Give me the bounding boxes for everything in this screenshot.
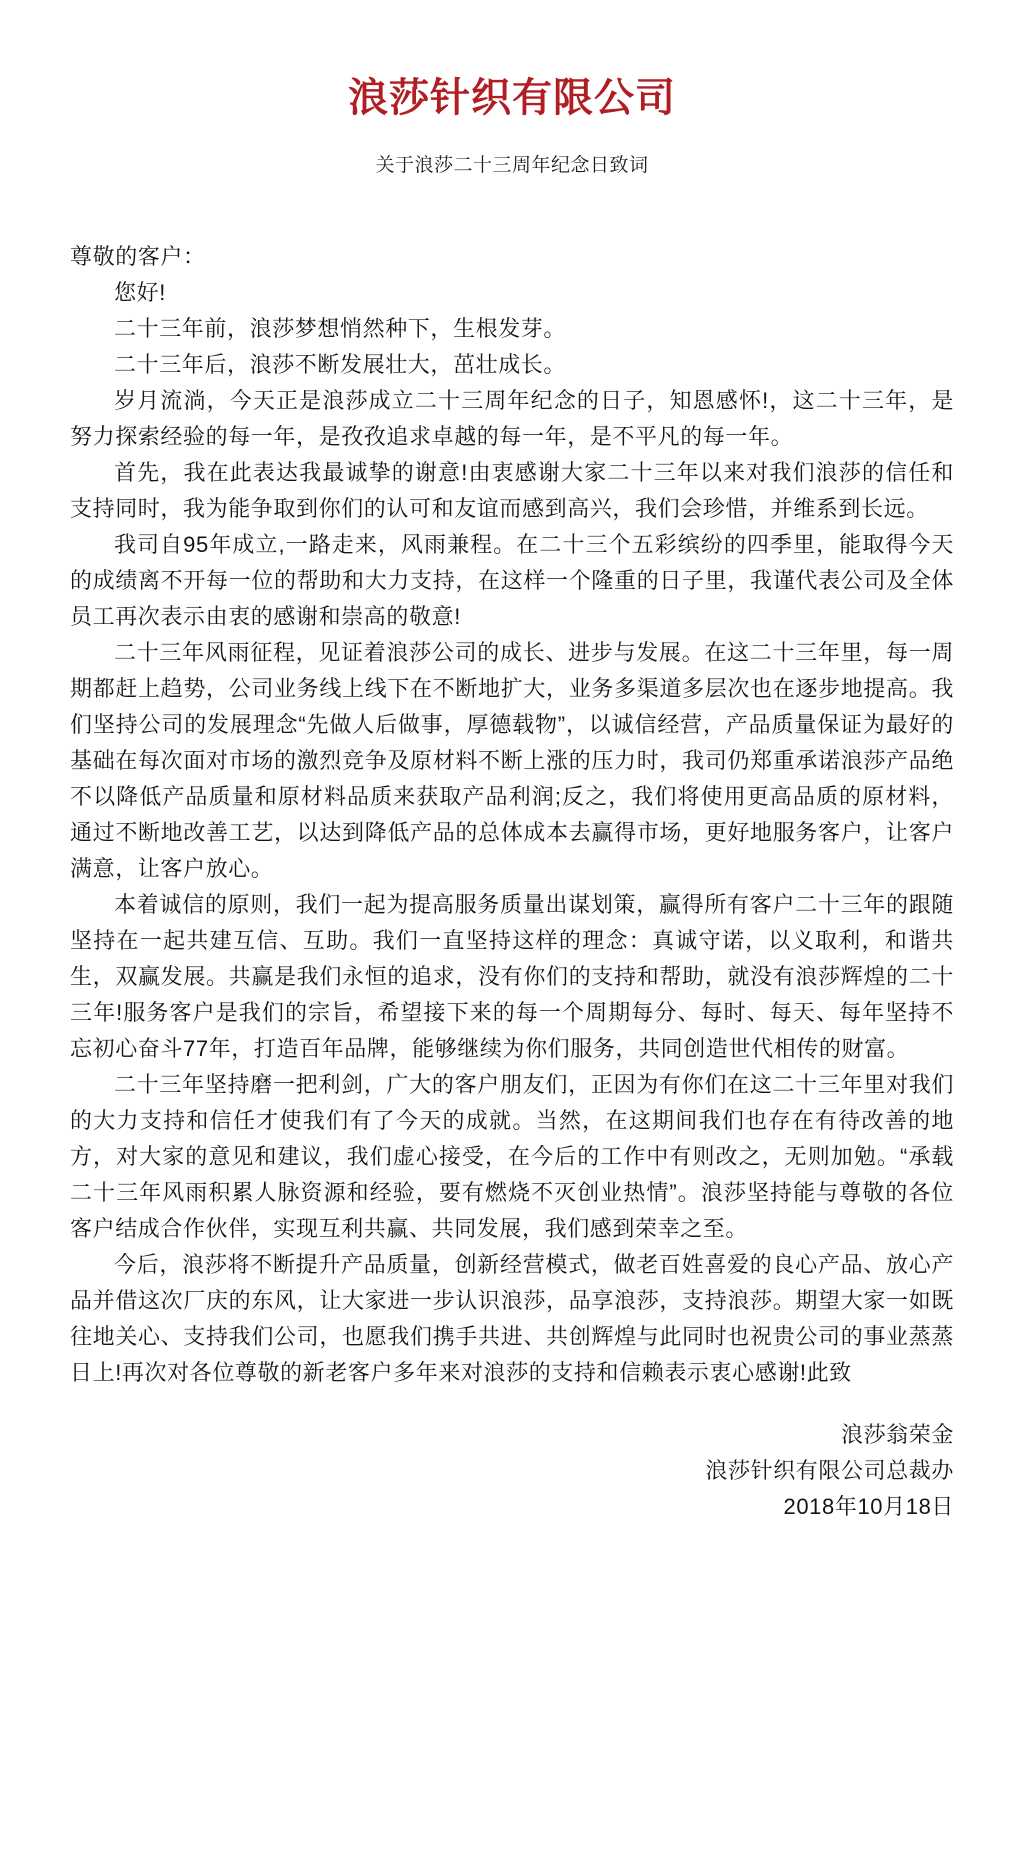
letter-paragraph: 您好!	[114, 280, 166, 305]
signature-name: 浪莎翁荣金	[840, 1422, 954, 1447]
letter-paragraphs	[70, 275, 954, 1391]
letter-paragraph: 二十三年风雨征程，见证着浪莎公司的成长、进步与发展。在这二十三年里，每一周期都赶上趋势，公司业务线上线下在不断地扩大，业务多渠道多层次也在逐步地提高。我们坚持公司的发展理念“先做人后做事，厚德载物”，以诚信经营，产品质量保证为最好的基础在每次面对市场的激烈竞争及原材料不断上涨的压力时，我司仍郑重承诺浪莎产品绝不以降低产品质量和原材料品质来获取产品利润;反之，我们将使用更高品质的原材料，通过不断地改善工艺，以达到降低产品的总体成本去赢得市场，更好地服务客户，让客户满意，让客户放心。	[70, 640, 954, 881]
letter-paragraph: 我司自95年成立,一路走来，风雨兼程。在二十三个五彩缤纷的四季里，能取得今天的成绩离不开每一位的帮助和大力支持，在这样一个隆重的日子里，我谨代表公司及全体员工再次表示由衷的感谢和崇高的敬意!	[70, 532, 954, 629]
letter-paragraph: 岁月流淌，今天正是浪莎成立二十三周年纪念的日子，知恩感怀!，这二十三年，是努力探索经验的每一年，是孜孜追求卓越的每一年，是不平凡的每一年。	[70, 388, 954, 449]
signature-block	[70, 1417, 954, 1525]
letter-body	[70, 239, 954, 1391]
letter-paragraph: 二十三年前，浪莎梦想悄然种下，生根发芽。	[114, 316, 567, 341]
signature-org: 浪莎针织有限公司总裁办	[705, 1458, 954, 1483]
company-title: 浪莎针织有限公司	[348, 76, 676, 120]
letter-paragraph: 本着诚信的原则，我们一起为提高服务质量出谋划策，赢得所有客户二十三年的跟随坚持在一起共建互信、互助。我们一直坚持这样的理念：真诚守诺，以义取利，和谐共生，双赢发展。共赢是我们永恒的追求，没有你们的支持和帮助，就没有浪莎辉煌的二十三年!服务客户是我们的宗旨，希望接下来的每一个周期每分、每时、每天、每年坚持不忘初心奋斗77年，打造百年品牌，能够继续为你们服务，共同创造世代相传的财富。	[70, 892, 954, 1061]
document-subtitle: 关于浪莎二十三周年纪念日致词	[375, 155, 649, 176]
document-page	[0, 76, 1024, 1854]
salutation: 尊敬的客户：	[70, 244, 206, 269]
letter-paragraph: 首先，我在此表达我最诚挚的谢意!由衷感谢大家二十三年以来对我们浪莎的信任和支持同时，我为能争取到你们的认可和友谊而感到高兴，我们会珍惜，并维系到长远。	[70, 460, 954, 521]
letter-paragraph: 今后，浪莎将不断提升产品质量，创新经营模式，做老百姓喜爱的良心产品、放心产品并借这次厂庆的东风，让大家进一步认识浪莎，品享浪莎，支持浪莎。期望大家一如既往地关心、支持我们公司，也愿我们携手共进、共创辉煌与此同时也祝贵公司的事业蒸蒸日上!再次对各位尊敬的新老客户多年来对浪莎的支持和信赖表示衷心感谢!此致	[70, 1252, 954, 1385]
letter-paragraph: 二十三年坚持磨一把利剑，广大的客户朋友们，正因为有你们在这二十三年里对我们的大力支持和信任才使我们有了今天的成就。当然，在这期间我们也存在有待改善的地方，对大家的意见和建议，我们虚心接受，在今后的工作中有则改之，无则加勉。“承载二十三年风雨积累人脉资源和经验，要有燃烧不灭创业热情”。浪莎坚持能与尊敬的各位客户结成合作伙伴，实现互利共赢、共同发展，我们感到荣幸之至。	[70, 1072, 954, 1241]
letter-paragraph: 二十三年后，浪莎不断发展壮大，茁壮成长。	[114, 352, 567, 377]
signature-date: 2018年10月18日	[783, 1494, 954, 1519]
